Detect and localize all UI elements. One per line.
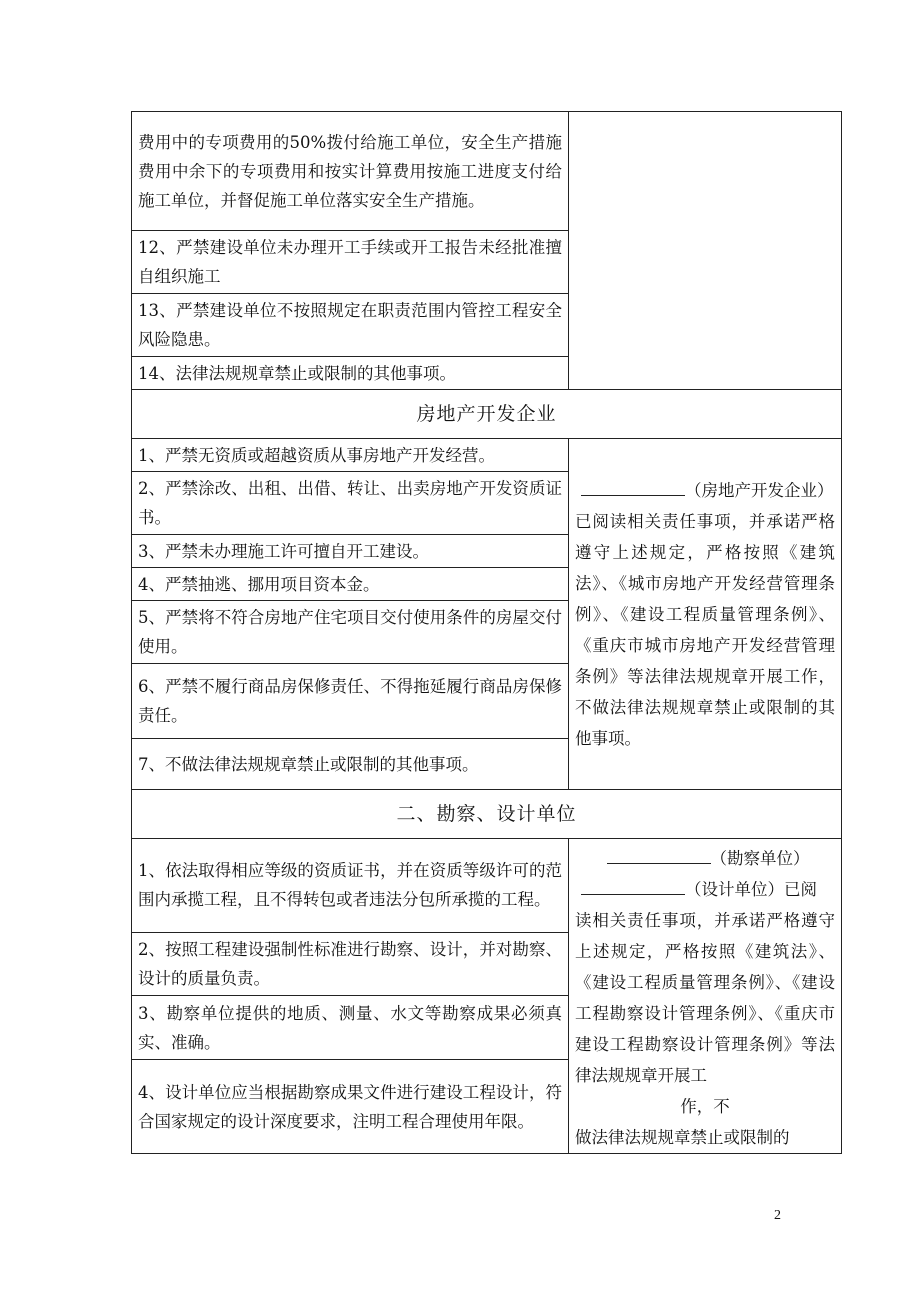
survey-commitment-text-2: 作，不 [680, 1097, 730, 1116]
list-item: 2、严禁涂改、出租、出借、转让、出卖房地产开发资质证书。 [132, 472, 569, 535]
developer-commitment-text: 已阅读相关责任事项，并承诺严格遵守上述规定，严格按照《建筑法》、《城市房地产开发经营管理条例》、《建设工程质量管理条例》、《重庆市城市房地产开发经营管理条例》等法律法规规章开展工作，不做法律法规规章禁止或限制的其他事项。 [575, 511, 835, 748]
section-row [132, 790, 842, 839]
list-item: 3、勘察单位提供的地质、测量、水文等勘察成果必须真实、准确。 [132, 996, 569, 1060]
design-party-label: （设计单位）已阅 [685, 880, 817, 899]
list-item: 5、严禁将不符合房地产住宅项目交付使用条件的房屋交付使用。 [132, 601, 569, 664]
list-item: 费用中的专项费用的50%拨付给施工单位，安全生产措施费用中余下的专项费用和按实计算费用按施工进度支付给施工单位，并督促施工单位落实安全生产措施。 [132, 112, 569, 231]
list-item: 13、严禁建设单位不按照规定在职责范围内管控工程安全风险隐患。 [132, 294, 569, 357]
fill-in-blank [581, 878, 685, 895]
survey-commitment-text: 读相关责任事项，并承诺严格遵守上述规定，严格按照《建筑法》、《建设工程质量管理条例》、《建设工程勘察设计管理条例》、《重庆市建设工程勘察设计管理条例》等法律法规规章开展工 [575, 911, 835, 1085]
table-row [132, 439, 842, 472]
page-number: 2 [774, 1208, 781, 1223]
table-row [132, 839, 842, 933]
fill-in-blank [607, 847, 711, 864]
list-item: 4、设计单位应当根据勘察成果文件进行建设工程设计，符合国家规定的设计深度要求，注明工程合理使用年限。 [132, 1060, 569, 1154]
list-item: 2、按照工程建设强制性标准进行勘察、设计，并对勘察、设计的质量负责。 [132, 932, 569, 996]
list-item: 6、严禁不履行商品房保修责任、不得拖延履行商品房保修责任。 [132, 664, 569, 739]
developer-commitment-cell [569, 439, 842, 790]
survey-commitment-text-3: 做法律法规规章禁止或限制的 [575, 1128, 790, 1147]
survey-commitment-cell [569, 839, 842, 1154]
developer-party-line [575, 475, 835, 506]
table-row [132, 112, 842, 231]
list-item: 1、严禁无资质或超越资质从事房地产开发经营。 [132, 439, 569, 472]
design-party-line [575, 874, 835, 905]
responsibility-table-container [131, 111, 840, 1154]
responsibility-table [131, 111, 842, 1154]
commitment-cell-empty [569, 112, 842, 390]
section-row [132, 390, 842, 439]
survey-party-label: （勘察单位） [710, 849, 810, 868]
list-item: 1、依法取得相应等级的资质证书，并在资质等级许可的范围内承揽工程，且不得转包或者违法分包所承揽的工程。 [132, 839, 569, 933]
fill-in-blank [581, 479, 685, 496]
list-item: 14、法律法规规章禁止或限制的其他事项。 [132, 357, 569, 390]
list-item: 12、严禁建设单位未办理开工手续或开工报告未经批准擅自组织施工 [132, 231, 569, 294]
list-item: 4、严禁抽逃、挪用项目资本金。 [132, 568, 569, 601]
section-title-developer: 房地产开发企业 [132, 390, 842, 439]
developer-party-label: （房地产开发企业） [685, 480, 834, 500]
section-title-survey-design: 二、勘察、设计单位 [132, 790, 842, 839]
survey-party-line [575, 843, 835, 874]
list-item: 7、不做法律法规规章禁止或限制的其他事项。 [132, 739, 569, 790]
list-item: 3、严禁未办理施工许可擅自开工建设。 [132, 535, 569, 568]
